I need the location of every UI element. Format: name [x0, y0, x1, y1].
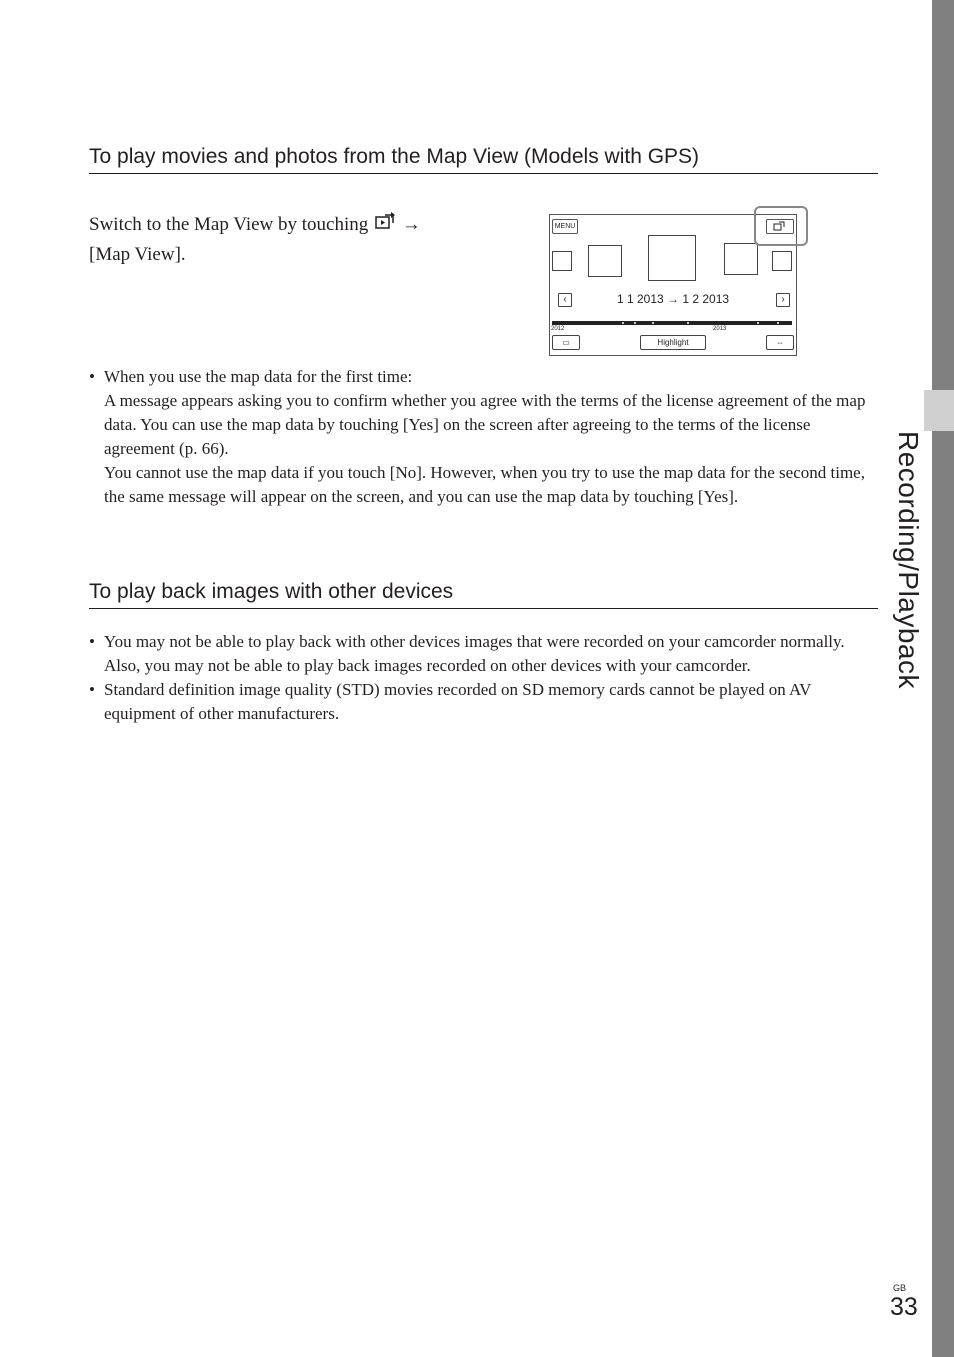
callout-highlight-frame: [754, 206, 808, 246]
chevron-left-icon: ‹: [558, 293, 572, 307]
year-label-right: 2013: [713, 326, 727, 332]
note-line: • When you use the map data for the first time:: [104, 367, 413, 386]
thumbnail: [648, 235, 696, 281]
first-use-notes: [89, 365, 879, 509]
page-number: 33: [890, 1293, 918, 1321]
chevron-right-icon: ›: [776, 293, 790, 307]
view-switch-icon: [373, 210, 397, 241]
list-item: [89, 365, 879, 509]
timeline-marker: [652, 322, 654, 324]
date-range-label: 1 1 2013 → 1 2 2013: [616, 292, 730, 306]
timeline-marker: [622, 322, 624, 324]
list-item: • Standard definition image quality (STD) movies recorded on SD memory cards cannot be played on AV equipment of other manufacturers.: [89, 678, 879, 726]
thumbnail: [552, 251, 572, 271]
year-label-left: 2012: [551, 326, 565, 332]
step-text: Switch to the Map View by touching: [89, 213, 369, 235]
highlight-label: Highlight: [657, 338, 689, 347]
side-bar: [932, 0, 954, 1357]
other-device-notes: [89, 630, 879, 726]
highlight-button: [640, 335, 706, 350]
switch-arrows-button: ⇔: [766, 335, 794, 350]
list-item: • You may not be able to play back with other devices images that were recorded on your camcorder normally. Also, you may not be able to play back images recorded on other devices with your camcorder.: [89, 630, 879, 678]
note-line: You cannot use the map data if you touch [No]. However, when you try to use the map data for the second time, the same message will appear on the screen, and you can use the map data by touching [Yes].: [104, 463, 865, 506]
step-instruction: [89, 210, 489, 269]
menu-button: MENU: [552, 219, 578, 234]
timeline-bar: [552, 321, 792, 325]
section-heading-other-devices: To play back images with other devices: [89, 579, 878, 609]
timeline-marker: [687, 322, 689, 324]
thumbnail: [724, 243, 758, 275]
timeline-marker: [777, 322, 779, 324]
arrow-glyph: →: [401, 213, 421, 235]
note-line: A message appears asking you to confirm whether you agree with the terms of the license agreement of the map data. You can use the map data by touching [Yes] on the screen after agreeing to the terms of the license agreement (p. 66).: [104, 391, 866, 458]
thumbnail: [772, 251, 792, 271]
timeline-marker: [634, 322, 636, 324]
thumbnail: [588, 245, 622, 277]
section-tab-label: Recording/Playback: [893, 430, 924, 690]
section-heading-map-view: To play movies and photos from the Map View (Models with GPS): [89, 144, 878, 174]
step-target: [Map View].: [89, 244, 186, 265]
playback-button: ▭: [552, 335, 580, 350]
section-tab-marker: [924, 390, 954, 431]
timeline-marker: [757, 322, 759, 324]
region-code: GB: [893, 1283, 907, 1293]
